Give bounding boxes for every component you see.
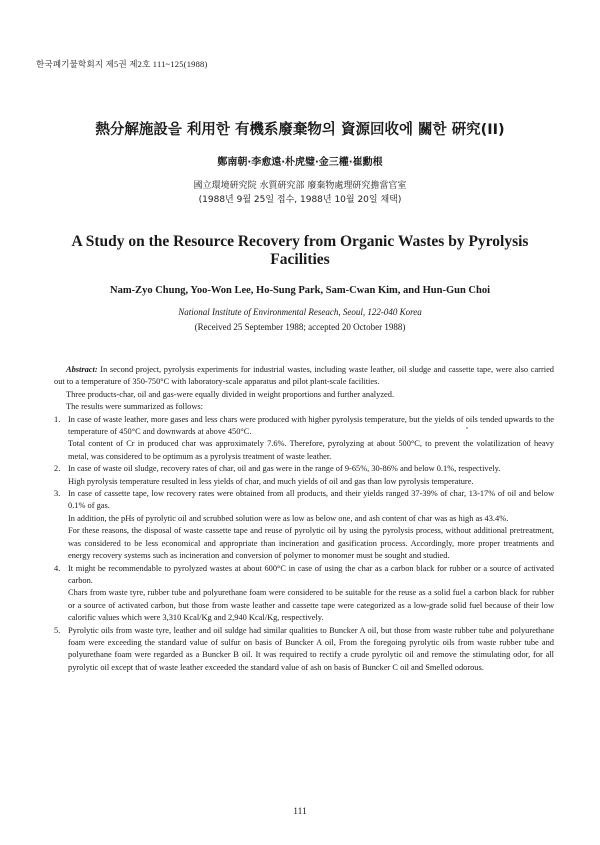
result-item — [54, 563, 554, 625]
result-item — [54, 463, 554, 488]
result-item-paragraph: In case of cassette tape, low recovery rates were obtained from all products, and their yields ranged 37-39% of char, 13-17% of oil and below 0.1% of gas. — [68, 489, 554, 511]
scan-speck — [466, 427, 468, 429]
result-item-paragraph: Total content of Cr in produced char was approximately 7.6%. Therefore, pyrolyzing at about 500°C, to prevent the volatilization of heavy metal, was considered to be optimum as a pyrolysis treatment of waste leather. — [68, 439, 554, 461]
abstract-paragraph-3: The results were summarized as follows: — [66, 402, 203, 412]
korean-affiliation-block — [0, 179, 600, 207]
result-item-number: 4. — [54, 563, 61, 573]
abstract — [54, 364, 554, 674]
result-item-paragraph: Pyrolytic oils from waste tyre, leather and oil suldge had similar qualities to Buncker A oil, but those from waste rubber tube and polyurethane foam were exceeding the standard value of sulfur on basis of Buncker A oil, From the foregoing pyrolytic oils from waste rubber tube and polyurethane foam were regarded as a Buncker B oil. It was required to rectify a crude pyrolytic oil and remove the stimulating odor, for all pyrolytic oil except that of waste leather exceeded the standard value of ash on basis of Buncker C oil and Smelled odorous. — [68, 625, 554, 672]
korean-title: 熱分解施設을 利用한 有機系廢棄物의 資源回收에 關한 硏究(II) — [95, 122, 505, 138]
abstract-paragraph-2: Three products-char, oil and gas-were equally divided in weight proportions and further analyzed. — [66, 389, 395, 399]
result-item — [54, 488, 554, 562]
result-item-paragraph: In addition, the pHs of pyrolytic oil and scrubbed solution were as low as below one, and ash content of char was as high as 43.4%. — [68, 513, 509, 523]
result-item-paragraph: In case of waste oil sludge, recovery rates of char, oil and gas were in the range of 9-65%, 30-86% and below 0.1%, respectively. — [68, 464, 501, 474]
result-item-paragraph: For these reasons, the disposal of waste cassette tape and reuse of pyrolytic oil by using the pyrolysis process, without additional pretreatment, was considered to be less economical and appropriate than incineration and gasification process. Accordingly, more proper treatments and energy recovery systems such as incineration and conversion of polymer to monomer must be sought and studied. — [68, 526, 554, 561]
english-title: A Study on the Resource Recovery from Organic Wastes by Pyrolysis Facilities — [71, 233, 529, 268]
result-item — [54, 625, 554, 675]
korean-received-dates: (1988년 9월 25일 접수, 1988년 10월 20일 채택) — [198, 195, 402, 205]
journal-reference: 한국폐기물학회지 제5권 제2호 111~125(1988) — [36, 59, 208, 69]
english-authors: Nam-Zyo Chung, Yoo-Won Lee, Ho-Sung Park, Sam-Cwan Kim, and Hun-Gun Choi — [109, 285, 490, 296]
abstract-intro-text: In second project, pyrolysis experiments for industrial wastes, including waste leather, oil sludge and cassette tape, were also carried out to a temperature of 350-750°C with laboratory-scale apparatus and pilot plant-scale facilities. — [54, 365, 554, 387]
result-item-number: 5. — [54, 625, 61, 635]
korean-authors: 鄭南朝·李愈遠·朴虎璧·金三權·崔勳根 — [217, 157, 383, 168]
page-number: 111 — [293, 807, 307, 817]
result-item-paragraph: In case of waste leather, more gases and less chars were produced with higher pyrolysis temperature, but the yields of oils tended upwards to the temperature of 450°C and downwards at above 450°C. — [68, 414, 554, 437]
result-item-number: 2. — [54, 464, 61, 474]
result-item-paragraph: Chars from waste tyre, rubber tube and polyurethane foam were considered to be suitable for the reuse as a solid fuel a carbon black for rubber or a source of activated carbon, but those from waste leather and cassette tape were categorized as a low-grade solid fuel because of their low calorific values which were 3,310 Kcal/Kg and 2,940 Kcal/Kg, respectively. — [68, 588, 554, 623]
result-item-number: 1. — [54, 414, 61, 424]
abstract-results-list — [54, 414, 554, 675]
result-item — [54, 414, 554, 464]
result-item-paragraph: High pyrolysis temperature resulted in less yields of char, and much yields of oil and gas than low pyrolysis temperature. — [68, 476, 474, 486]
english-institute: National Institute of Environmental Reseach, Seoul, 122-040 Korea — [178, 307, 422, 317]
abstract-intro-paragraph — [54, 364, 554, 389]
result-item-number: 3. — [54, 489, 61, 499]
korean-affiliation: 國立環境硏究院 水質硏究部 廢棄物處理硏究擔當官室 — [193, 181, 407, 191]
result-item-paragraph: It might be recommendable to pyrolyzed wastes at about 600°C in case of using the char as a carbon black for rubber or a source of activated carbon. — [68, 563, 554, 585]
abstract-label: Abstract: — [66, 365, 98, 374]
english-received-dates: (Received 25 September 1988; accepted 20 October 1988) — [194, 322, 406, 332]
